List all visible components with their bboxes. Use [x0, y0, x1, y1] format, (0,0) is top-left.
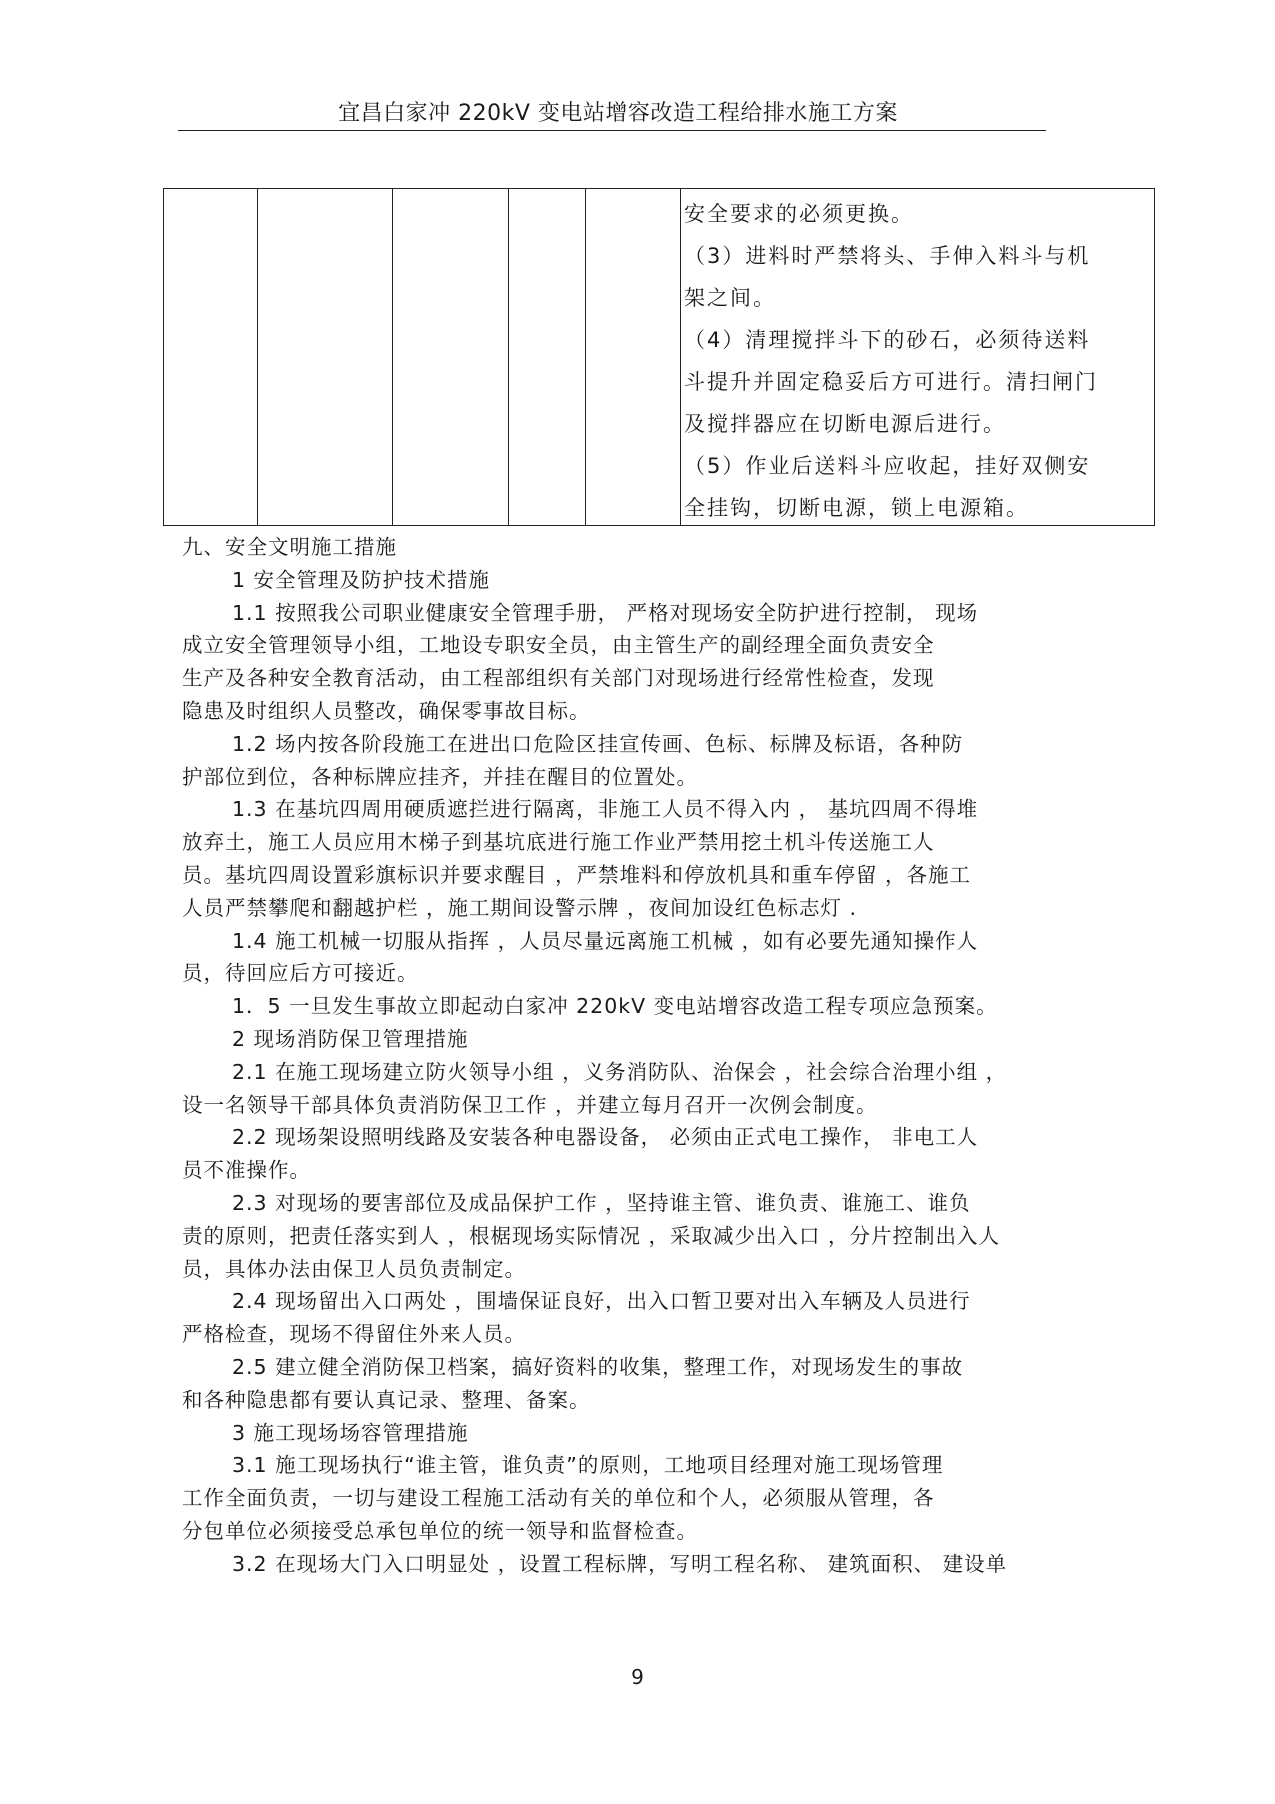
- table-column-divider: [585, 189, 586, 525]
- table-cell-line: （5）作业后送料斗应收起，挂好双侧安: [684, 454, 1091, 478]
- body-text-line: 2.4 现场留出入口两处 ，围墙保证良好，出入口暂卫要对出入车辆及人员进行: [232, 1289, 971, 1314]
- table-cell-line: 及搅拌器应在切断电源后进行。: [684, 412, 1006, 436]
- body-text-line: 隐患及时组织人员整改，确保零事故目标。: [182, 698, 591, 723]
- table-cell-line: 斗提升并固定稳妥后方可进行。清扫闸门: [684, 370, 1098, 394]
- body-text-line: 责的原则，把责任落实到人 ，根椐现场实际情况 ，采取减少出入口 ，分片控制出入人: [182, 1223, 1001, 1248]
- body-text-line: 1.2 场内按各阶段施工在进出口危险区挂宣传画、色标、标牌及标语，各种防: [232, 731, 964, 756]
- body-text-line: 放弃土，施工人员应用木梯子到基坑底进行施工作业严禁用挖土机斗传送施工人: [182, 830, 935, 855]
- document-body: [182, 531, 1082, 1581]
- body-text-line: 生产及各种安全教育活动，由工程部组织有关部门对现场进行经常性检查，发现: [182, 666, 935, 691]
- table-column-divider: [508, 189, 509, 525]
- table-column-divider: [680, 189, 681, 525]
- body-text-line: 2.5 建立健全消防保卫档案，搞好资料的收集，整理工作，对现场发生的事故: [232, 1354, 964, 1379]
- table-cell-line: 全挂钩，切断电源，锁上电源箱。: [684, 496, 1029, 520]
- body-text-line: 3 施工现场场容管理措施: [232, 1420, 469, 1445]
- header-rule: [178, 130, 1046, 131]
- body-text-line: 2.2 现场架设照明线路及安装各种电器设备， 必须由正式电工操作， 非电工人: [232, 1125, 979, 1150]
- body-text-line: 1 安全管理及防护技术措施: [232, 567, 491, 592]
- body-text-line: 工作全面负责，一切与建设工程施工活动有关的单位和个人，必须服从管理，各: [182, 1486, 935, 1511]
- body-text-line: 成立安全管理领导小组，工地设专职安全员，由主管生产的副经理全面负责安全: [182, 633, 935, 658]
- body-text-line: 员，具体办法由保卫人员负责制定。: [182, 1256, 526, 1281]
- body-text-line: 严格检查，现场不得留住外来人员。: [182, 1322, 526, 1347]
- body-text-line: 九、安全文明施工措施: [182, 535, 397, 559]
- body-text-line: 1.1 按照我公司职业健康安全管理手册， 严格对现场安全防护进行控制， 现场: [232, 600, 979, 625]
- body-text-line: 护部位到位，各种标牌应挂齐，并挂在醒目的位置处。: [182, 764, 698, 789]
- body-text-line: 员不准操作。: [182, 1158, 311, 1183]
- body-text-line: 3.1 施工现场执行“谁主管，谁负责”的原则，工地项目经理对施工现场管理: [232, 1453, 944, 1478]
- document-header-title: 宜昌白家冲 220kV 变电站增容改造工程给排水施工方案: [338, 101, 898, 126]
- body-text-line: 2.3 对现场的要害部位及成品保护工作 ，坚持谁主管、谁负责、谁施工、谁负: [232, 1190, 971, 1215]
- table-cell-requirements: [684, 193, 1124, 529]
- body-text-line: 3.2 在现场大门入口明显处 ，设置工程标牌，写明工程名称、 建筑面积、 建设单: [232, 1551, 1008, 1576]
- table-cell-line: （4）清理搅拌斗下的砂石，必须待送料: [684, 328, 1091, 352]
- body-text-line: 2.1 在施工现场建立防火领导小组 ，义务消防队、治保会 ，社会综合治理小组 ，: [232, 1059, 1008, 1084]
- body-text-line: 分包单位必须接受总承包单位的统一领导和监督检查。: [182, 1518, 698, 1543]
- body-text-line: 员，待回应后方可接近。: [182, 961, 419, 986]
- table-column-divider: [392, 189, 393, 525]
- table-cell-line: 架之间。: [684, 286, 776, 310]
- table-column-divider: [257, 189, 258, 525]
- table-cell-line: 安全要求的必须更换。: [684, 202, 914, 226]
- body-text-line: 1.3 在基坑四周用硬质遮拦进行隔离，非施工人员不得入内 ， 基坑四周不得堆: [232, 797, 979, 822]
- body-text-line: 1.4 施工机械一切服从指挥 ，人员尽量远离施工机械 ，如有必要先通知操作人: [232, 928, 979, 953]
- page-number: 9: [631, 1665, 644, 1689]
- body-text-line: 员。基坑四周设置彩旗标识并要求醒目 ，严禁堆料和停放机具和重车停留 ，各施工: [182, 862, 972, 887]
- body-text-line: 2 现场消防保卫管理措施: [232, 1026, 469, 1051]
- body-text-line: 和各种隐患都有要认真记录、整理、备案。: [182, 1387, 591, 1412]
- body-text-line: 设一名领导干部具体负责消防保卫工作 ，并建立每月召开一次例会制度。: [182, 1092, 878, 1117]
- body-text-line: 人员严禁攀爬和翻越护栏 ，施工期间设警示牌 ，夜间加设红色标志灯 .: [182, 895, 858, 920]
- table-cell-line: （3）进料时严禁将头、手伸入料斗与机: [684, 244, 1091, 268]
- body-text-line: 1．5 一旦发生事故立即起动白家冲 220kV 变电站增容改造工程专项应急预案。: [232, 994, 998, 1019]
- safety-requirements-table: [163, 188, 1155, 526]
